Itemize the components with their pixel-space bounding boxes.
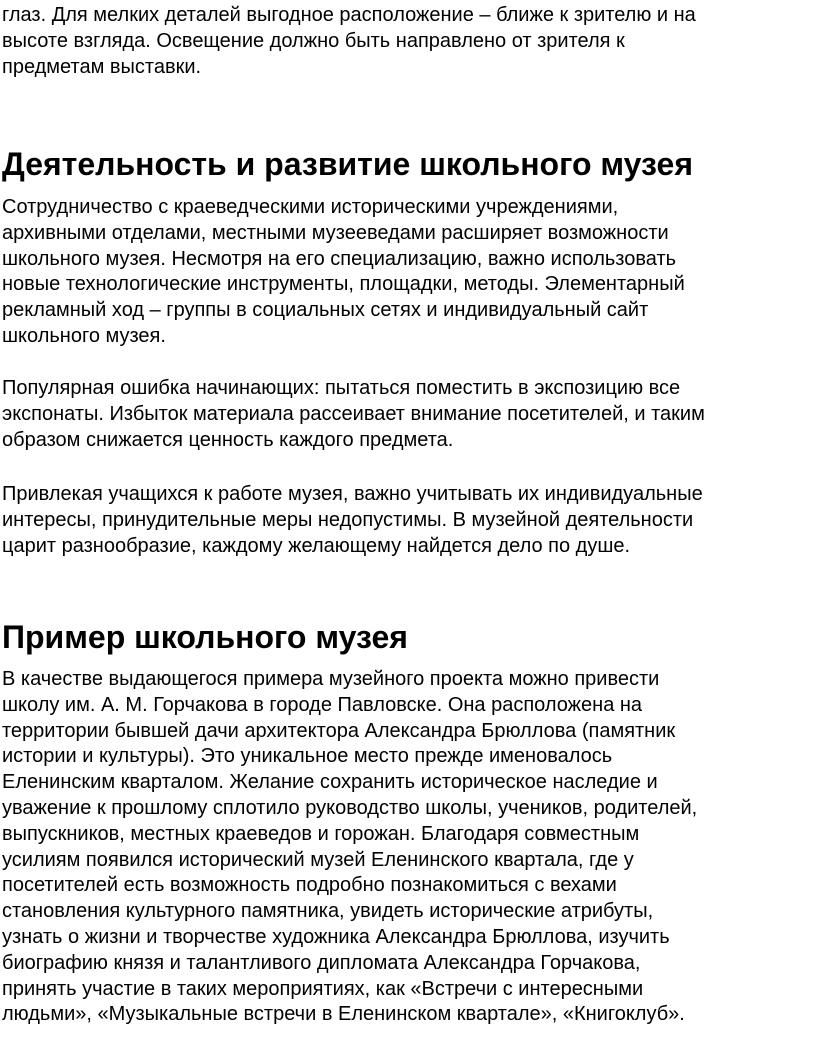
text-line: биографию князя и талантливого дипломата Александра Горчакова, (2, 951, 641, 974)
text-line: царит разнообразие, каждому желающему найдется дело по душе. (2, 534, 631, 557)
text-line: выпускников, местных краеведов и горожан. Благодаря совместным (2, 822, 640, 845)
text-line: узнать о жизни и творчестве художника Александра Брюллова, изучить (2, 925, 670, 948)
text-line: предметам выставки. (2, 55, 202, 78)
text-line: усилиям появился исторический музей Еленинского квартала, где у (2, 848, 634, 871)
text-line: школу им. А. М. Горчакова в городе Павловске. Она расположена на (2, 693, 643, 716)
text-line: принять участие в таких мероприятиях, как «Встречи с интересными (2, 977, 644, 1000)
text-line: архивными отделами, местными музееведами расширяет возможности (2, 221, 669, 244)
activity-paragraph-cooperation (0, 195, 814, 350)
text-line: Привлекая учащихся к работе музея, важно учитывать их индивидуальные (2, 483, 703, 505)
example-paragraph (0, 667, 814, 1028)
activity-paragraph-students (0, 482, 814, 559)
section-heading-activity: Деятельность и развитие школьного музея (2, 146, 693, 182)
text-line: образом снижается ценность каждого предмета. (2, 428, 454, 451)
text-line: школьного музея. Несмотря на его специализацию, важно использовать (2, 247, 677, 270)
intro-paragraph (0, 3, 814, 80)
text-line: новые технологические инструменты, площадки, методы. Элементарный (2, 273, 685, 296)
text-line: школьного музея. (2, 324, 166, 347)
section-heading-example: Пример школьного музея (2, 619, 408, 655)
text-line: посетителей есть возможность подробно познакомиться с вехами (2, 874, 617, 897)
text-line: становления культурного памятника, увидеть исторические атрибуты, (2, 900, 654, 923)
text-line: рекламный ход – группы в социальных сетях и индивидуальный сайт (2, 299, 649, 322)
text-line: экспонаты. Избыток материала рассеивает внимание посетителей, и таким (2, 402, 705, 425)
text-line: уважение к прошлому сплотило руководство школы, учеников, родителей, (2, 796, 698, 819)
text-line: Популярная ошибка начинающих: пытаться поместить в экспозицию все (2, 377, 681, 399)
text-line: истории и культуры). Это уникальное место прежде именовалось (2, 745, 613, 768)
text-line: высоте взгляда. Освещение должно быть направлено от зрителя к (2, 29, 625, 52)
text-line: Еленинским кварталом. Желание сохранить историческое наследие и (2, 771, 658, 794)
text-line: территории бывшей дачи архитектора Александра Брюллова (памятник (2, 719, 676, 742)
text-line: людьми», «Музыкальные встречи в Еленинском квартале», «Книгоклуб». (2, 1003, 685, 1026)
text-line: глаз. Для мелких деталей выгодное расположение – ближе к зрителю и на (2, 4, 696, 26)
text-line: Сотрудничество с краеведческими историческими учреждениями, (2, 196, 619, 218)
text-line: В качестве выдающегося примера музейного проекта можно привести (2, 668, 660, 690)
activity-paragraph-mistake (0, 376, 814, 453)
text-line: интересы, принудительные меры недопустимы. В музейной деятельности (2, 508, 694, 531)
